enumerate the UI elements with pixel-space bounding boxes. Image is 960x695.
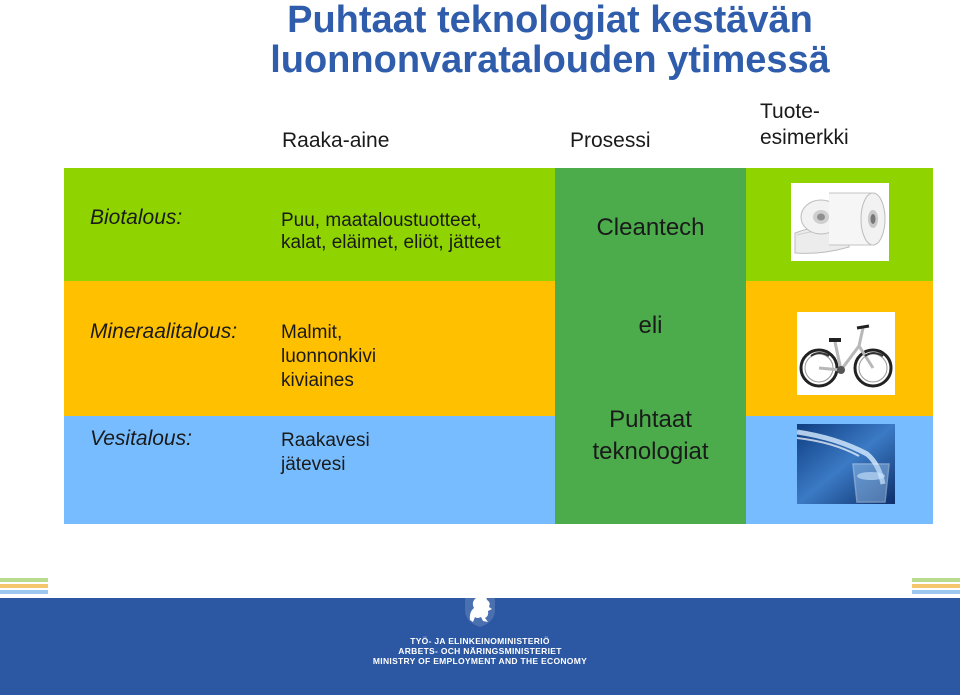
ministry-name-english: MINISTRY OF EMPLOYMENT AND THE ECONOMY <box>372 656 588 666</box>
toilet-paper-rolls-image <box>791 183 889 261</box>
process-eli-label: eli <box>638 312 663 339</box>
row-desc-mineral-line-1: Malmit, <box>281 322 343 343</box>
ministry-name-finnish: TYÖ- JA ELINKEINOMINISTERIÖ <box>410 636 550 646</box>
column-header-process: Prosessi <box>570 129 651 152</box>
row-label-mineral-economy: Mineraalitalous: <box>90 320 238 343</box>
row-desc-bioeconomy-line-1: Puu, maataloustuotteet, <box>281 210 482 231</box>
folding-bicycle-image <box>797 312 895 395</box>
row-desc-water-line-1: Raakavesi <box>281 430 370 451</box>
column-header-product-line-1: Tuote- <box>760 100 820 123</box>
ministry-name-swedish: ARBETS- OCH NÄRINGSMINISTERIET <box>398 646 562 656</box>
row-desc-bioeconomy-line-2: kalat, eläimet, eliöt, jätteet <box>281 232 501 253</box>
title-line-1: Puhtaat teknologiat kestävän <box>287 0 813 41</box>
process-teknologiat-label: teknologiat <box>592 438 709 465</box>
column-header-product <box>760 99 849 151</box>
column-header-product-line-2: esimerkki <box>760 126 849 149</box>
page-title <box>170 0 930 80</box>
process-cleantech-label: Cleantech <box>596 214 705 241</box>
row-label-bioeconomy: Biotalous: <box>90 206 183 229</box>
title-line-2: luonnonvaratalouden ytimessä <box>270 39 830 81</box>
row-desc-bioeconomy <box>281 210 501 254</box>
row-desc-mineral-line-2: luonnonkivi <box>281 346 377 367</box>
water-pouring-glass-image <box>797 424 895 504</box>
row-desc-mineral-line-3: kiviaines <box>281 370 354 391</box>
finnish-lion-logo-icon <box>461 590 499 628</box>
process-puhtaat-label: Puhtaat <box>609 406 692 433</box>
column-header-raw-material: Raaka-aine <box>282 129 390 152</box>
row-label-water-economy: Vesitalous: <box>90 427 192 450</box>
row-desc-mineral-economy <box>281 322 376 392</box>
row-desc-water-economy <box>281 430 370 476</box>
row-desc-water-line-2: jätevesi <box>281 454 346 475</box>
